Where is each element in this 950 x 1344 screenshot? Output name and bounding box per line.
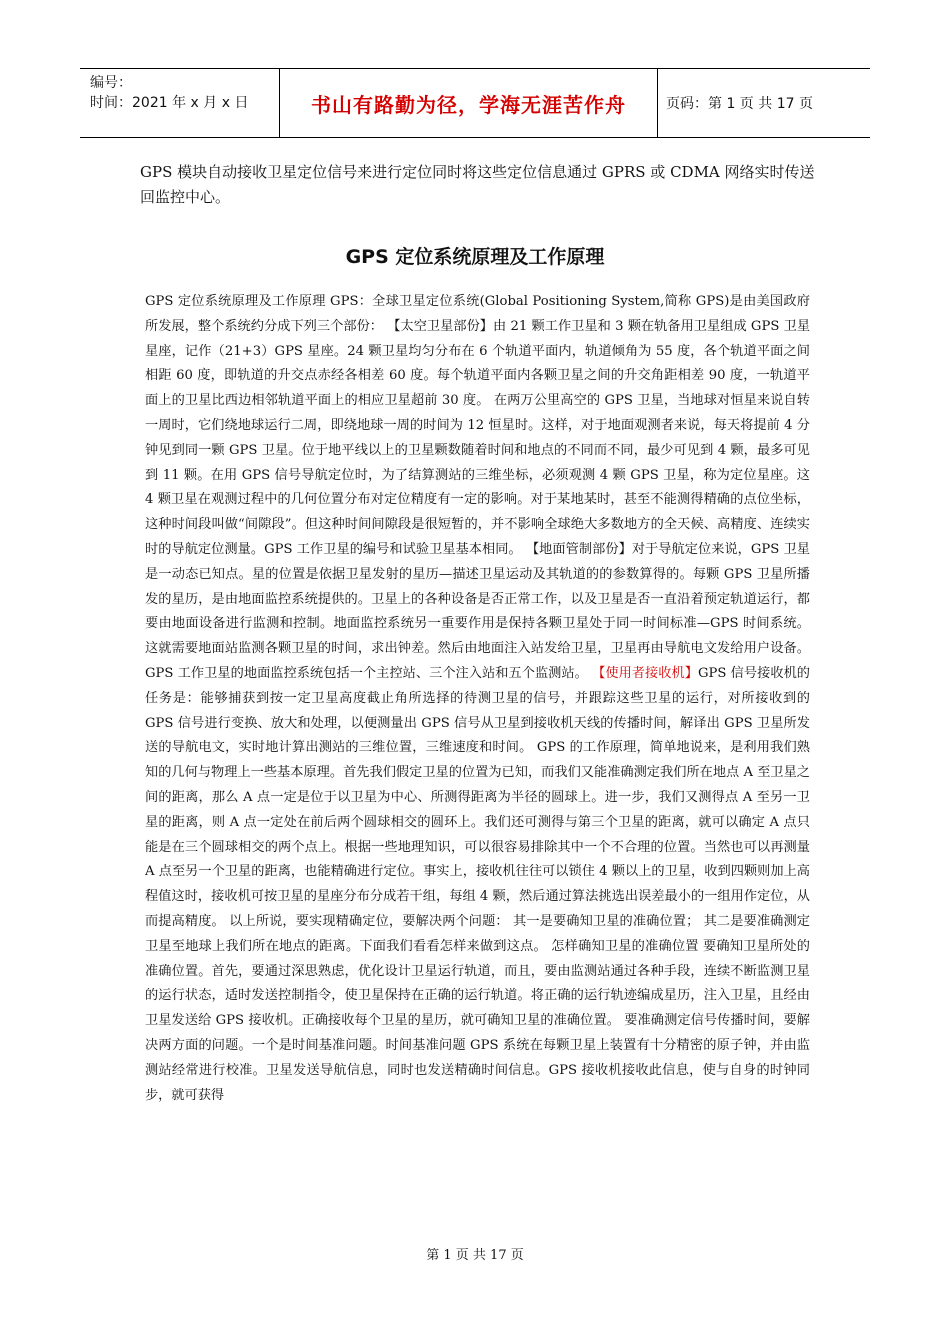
document-title: GPS 定位系统原理及工作原理 (345, 246, 605, 268)
section-heading-user-receiver: 【使用者接收机】 (592, 665, 698, 681)
page-header (80, 68, 870, 138)
header-meta (80, 69, 280, 137)
body-text (145, 290, 810, 1108)
section-heading-space: 【太空卫星部份】 (387, 318, 494, 334)
header-motto: 书山有路勤为径，学海无涯苦作舟 (280, 69, 658, 137)
body-segment-2: 由 21 颗工作卫星和 3 颗在轨备用卫星组成 GPS 卫星星座，记作（21+3）GPS 星座。24 颗卫星均匀分布在 6 个轨道平面内，轨道倾角为 55 度，各个轨道平面之间相距 60 度，即轨道的升交点赤经各相差 60 度。每个轨道平面内各颗卫星之间的升交角距相差 90 度，一轨道平面上的卫星比西边相邻轨道平面上的相应卫星超前 30 度。 在两万公里高空的 GPS 卫星，当地球对恒星来说自转一周时，它们绕地球运行二周，即绕地球一周的时间为 12 恒星时。这样，对于地面观测者来说，每天将提前 4 分钟见到同一颗 GPS 卫星。位于地平线以上的卫星颗数随着时间和地点的不同而不同，最少可见到 4 颗，最多可见到 11 颗。在用 GPS 信号导航定位时，为了结算测站的三维坐标，必须观测 4 颗 GPS 卫星，称为定位星座。这 4 颗卫星在观测过程中的几何位置分布对定位精度有一定的影响。对于某地某时，甚至不能测得精确的点位坐标，这种时间段叫做“间隙段”。但这种时间间隙段是很短暂的，并不影响全球绝大多数地方的全天候、高精度、连续实时的导航定位测量。GPS 工作卫星的编号和试验卫星基本相同。 (145, 318, 811, 557)
body-segment-3: 对于导航定位来说，GPS 卫星是一动态已知点。星的位置是依据卫星发射的星历—描述卫星运动及其轨道的的参数算得的。每颗 GPS 卫星所播发的星历，是由地面监控系统提供的。卫星上的各种设备是否正常工作，以及卫星是否一直沿着预定轨道运行，都要由地面设备进行监测和控制。地面监控系统另一重要作用是保持各颗卫星处于同一时间标准—GPS 时间系统。这就需要地面站监测各颗卫星的时间，求出钟差。然后由地面注入站发给卫星，卫星再由导航电文发给用户设备。GPS 工作卫星的地面监控系统包括一个主控站、三个注入站和五个监测站。 (145, 541, 810, 681)
time-label: 时间：2021 年 x 月 x 日 (90, 95, 249, 111)
number-label: 编号： (90, 75, 132, 91)
intro-paragraph: GPS 模块自动接收卫星定位信号来进行定位同时将这些定位信息通过 GPRS 或 CDMA 网络实时传送回监控中心。 (140, 163, 815, 206)
body-segment-4: GPS 信号接收机的任务是：能够捕获到按一定卫星高度截止角所选择的待测卫星的信号，并跟踪这些卫星的运行，对所接收到的 GPS 信号进行变换、放大和处理，以便测量出 GPS 信号从卫星到接收机天线的传播时间，解译出 GPS 卫星所发送的导航电文，实时地计算出测站的三维位置，三维速度和时间。 GPS 的工作原理，简单地说来，是利用我们熟知的几何与物理上一些基本原理。首先我们假定卫星的位置为已知，而我们又能准确测定我们所在地点 A 至卫星之间的距离，那么 A 点一定是位于以卫星为中心、所测得距离为半径的圆球上。进一步，我们又测得点 A 至另一卫星的距离，则 A 点一定处在前后两个圆球相交的圆环上。我们还可测得与第三个卫星的距离，就可以确定 A 点只能是在三个圆球相交的两个点上。根据一些地理知识，可以很容易排除其中一个不合理的位置。当然也可以再测量 A 点至另一个卫星的距离，也能精确进行定位。事实上，接收机往往可以锁住 4 颗以上的卫星，收到四颗则加上高程值这时，接收机可按卫星的星座分布分成若干组，每组 4 颗，然后通过算法挑选出误差最小的一组用作定位，从而提高精度。 以上所说，要实现精确定位，要解决两个问题： 其一是要确知卫星的准确位置； 其二是要准确测定卫星至地球上我们所在地点的距离。下面我们看看怎样来做到这点。 怎样确知卫星的准确位置 要确知卫星所处的准确位置。首先，要通过深思熟虑，优化设计卫星运行轨道，而且，要由监测站通过各种手段，连续不断监测卫星的运行状态，适时发送控制指令，使卫星保持在正确的运行轨道。将正确的运行轨迹编成星历，注入卫星，且经由卫星发送给 GPS 接收机。正确接收每个卫星的星历，就可确知卫星的准确位置。 要准确测定信号传播时间，要解决两方面的问题。一个是时间基准问题。时间基准问题 GPS 系统在每颗卫星上装置有十分精密的原子钟，并由监测站经常进行校准。卫星发送导航信息，同时也发送精确时间信息。GPS 接收机接收此信息，使与自身的时钟同步，就可获得 (145, 665, 810, 1103)
body-segment-1: GPS 定位系统原理及工作原理 GPS：全球卫星定位系统(Global Positioning System,简称 GPS)是由美国政府所发展，整个系统约分成下列三个部份： (145, 294, 810, 334)
page-footer: 第 1 页 共 17 页 (426, 1248, 524, 1263)
header-page-info: 页码：第 1 页 共 17 页 (666, 96, 813, 112)
section-heading-ground: 【地面管制部份】 (525, 541, 632, 557)
